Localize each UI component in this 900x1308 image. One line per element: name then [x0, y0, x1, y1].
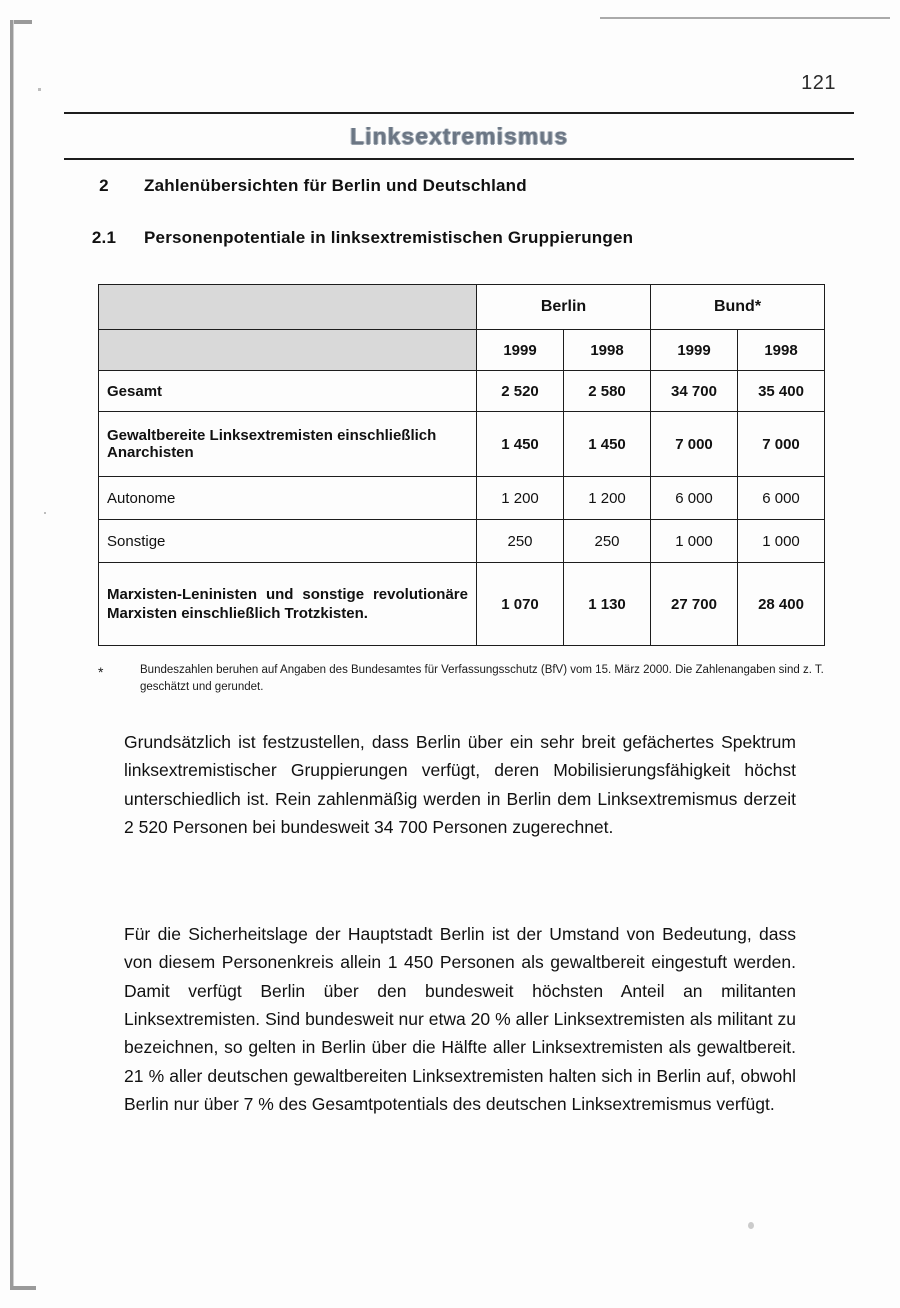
row-label-marxisten-leninisten: Marxisten-Leninisten und sonstige revolutionäre Marxisten einschließlich Trotzkisten.	[99, 563, 477, 646]
cell-gewaltbereite-bund-1999: 7 000	[651, 412, 738, 477]
table-footnote	[98, 662, 824, 695]
cell-gesamt-bund-1999: 34 700	[651, 371, 738, 412]
cell-sonstige-bund-1998: 1 000	[738, 520, 825, 563]
year-header-bund-1998: 1998	[738, 330, 825, 371]
cell-marxisten-berlin-1999: 1 070	[477, 563, 564, 646]
cell-marxisten-bund-1998: 28 400	[738, 563, 825, 646]
scan-corner-bottom-left	[10, 1286, 36, 1290]
cell-autonome-berlin-1999: 1 200	[477, 477, 564, 520]
cell-marxisten-berlin-1998: 1 130	[564, 563, 651, 646]
scan-binding-edge-shadow	[13, 20, 14, 1290]
body-paragraph-2	[124, 920, 796, 1118]
row-label-autonome: Autonome	[99, 477, 477, 520]
row-label-sonstige: Sonstige	[99, 520, 477, 563]
row-label-gewaltbereite: Gewaltbereite Linksextremisten einschließlich Anarchisten	[99, 412, 477, 477]
footnote-text: Bundeszahlen beruhen auf Angaben des Bundesamtes für Verfassungsschutz (BfV) vom 15. März 2000. Die Zahlenangaben sind z. T. geschätzt und gerundet.	[140, 664, 824, 693]
footnote-marker: *	[98, 664, 104, 680]
cell-marxisten-bund-1999: 27 700	[651, 563, 738, 646]
cell-autonome-bund-1998: 6 000	[738, 477, 825, 520]
running-head-banner	[64, 114, 854, 158]
table-row	[99, 563, 825, 646]
table-row	[99, 412, 825, 477]
document-page	[64, 48, 854, 1263]
personenpotentiale-table	[98, 284, 825, 646]
cell-sonstige-bund-1999: 1 000	[651, 520, 738, 563]
subsection-heading	[64, 228, 854, 248]
cell-gewaltbereite-berlin-1998: 1 450	[564, 412, 651, 477]
statistics-table-wrapper	[98, 284, 824, 646]
subsection-number: 2.1	[91, 228, 117, 247]
table-row	[99, 371, 825, 412]
cell-sonstige-berlin-1998: 250	[564, 520, 651, 563]
paragraph-text: Grundsätzlich ist festzustellen, dass Berlin über ein sehr breit gefächertes Spektrum linksextremistischer Gruppierungen verfügt, deren Mobilisierungsfähigkeit höchst unterschiedlich ist. Rein zahlenmäßig werden in Berlin dem Linksextremismus derzeit 2 520 Personen bei bundesweit 34 700 Personen zugerechnet.	[124, 732, 796, 838]
row-label-gesamt: Gesamt	[99, 371, 477, 412]
scan-edge-top-right	[600, 17, 890, 19]
cell-gewaltbereite-bund-1998: 7 000	[738, 412, 825, 477]
cell-gesamt-berlin-1998: 2 580	[564, 371, 651, 412]
group-header-bund: Bund*	[651, 285, 825, 330]
section-heading	[64, 176, 854, 196]
subsection-title: Personenpotentiale in linksextremistischen Gruppierungen	[144, 228, 634, 247]
scan-speck	[44, 512, 46, 514]
cell-gesamt-bund-1998: 35 400	[738, 371, 825, 412]
table-corner-cell	[99, 285, 477, 330]
section-title: Zahlenübersichten für Berlin und Deutschland	[144, 176, 527, 195]
running-head-title: Linksextremismus	[350, 122, 568, 149]
table-group-header-row	[99, 285, 825, 330]
year-header-bund-1999: 1999	[651, 330, 738, 371]
paragraph-text: Für die Sicherheitslage der Hauptstadt Berlin ist der Umstand von Bedeutung, dass von diesem Personenkreis allein 1 450 Personen als gewaltbereit eingestuft werden. Damit verfügt Berlin über den bundesweit höchsten Anteil an militanten Linksextremisten. Sind bundesweit nur etwa 20 % aller Linksextremisten als militant zu bezeichnen, so gelten in Berlin über die Hälfte aller Linksextremisten als gewaltbereit. 21 % aller deutschen gewaltbereiten Linksextremisten halten sich in Berlin auf, obwohl Berlin nur über 7 % des Gesamtpotentials des deutschen Linksextremismus verfügt.	[124, 924, 796, 1115]
cell-gesamt-berlin-1999: 2 520	[477, 371, 564, 412]
section-number: 2	[99, 176, 109, 195]
cell-autonome-bund-1999: 6 000	[651, 477, 738, 520]
header-rule-bottom	[64, 158, 854, 160]
cell-sonstige-berlin-1999: 250	[477, 520, 564, 563]
table-corner-cell	[99, 330, 477, 371]
scan-speck	[38, 88, 41, 91]
page-number: 121	[801, 72, 836, 94]
table-row	[99, 520, 825, 563]
table-year-header-row	[99, 330, 825, 371]
group-header-berlin: Berlin	[477, 285, 651, 330]
body-paragraph-1	[124, 728, 796, 841]
cell-gewaltbereite-berlin-1999: 1 450	[477, 412, 564, 477]
year-header-berlin-1998: 1998	[564, 330, 651, 371]
year-header-berlin-1999: 1999	[477, 330, 564, 371]
table-row	[99, 477, 825, 520]
cell-autonome-berlin-1998: 1 200	[564, 477, 651, 520]
